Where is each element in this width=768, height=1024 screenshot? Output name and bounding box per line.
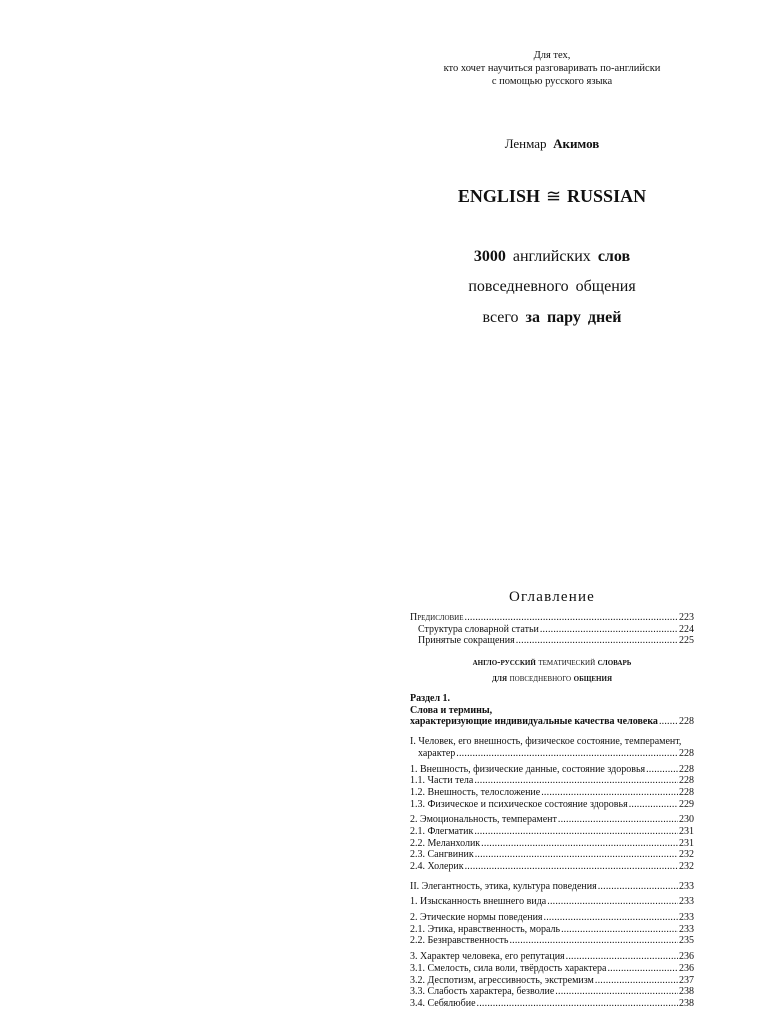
toc-entry-page: 232 [679,861,694,873]
toc-leader-dots [456,748,678,760]
toc-leader-dots [474,775,678,787]
toc-entry[interactable] [410,896,694,908]
toc-entry[interactable] [410,635,694,647]
toc-leader-dots [646,764,678,776]
toc-entry-label: 3.3. Слабость характера, безволие [410,986,555,998]
toc-entry[interactable] [410,764,694,776]
toc-entry-page: 233 [679,912,694,924]
heading-word-bold: словарь [597,657,632,669]
toc-entry[interactable] [410,951,694,963]
toc-entry[interactable] [410,912,694,924]
heading-word-bold: для [491,673,508,685]
toc-leader-dots [481,838,678,850]
toc-entry-part-2[interactable] [410,881,694,893]
toc-group [410,951,694,1009]
subtitle-word-bold: за [525,309,540,326]
part-1-title: I. Человек, его внешность, физическое состояние, темперамент, [410,736,682,748]
toc-leader-dots [465,612,678,624]
toc-entry-page: 236 [679,962,694,974]
toc-leader-dots [465,861,678,873]
subtitle-word: английских [512,248,591,265]
toc-entry-label: 3.2. Деспотизм, агрессивность, экстремизм [410,974,594,986]
toc-entry-page: 237 [679,974,694,986]
toc-entry-label: 2. Этические нормы поведения [410,912,543,924]
toc-entry-label: 3.1. Смелость, сила воли, твёрдость характера [410,962,607,974]
author [402,136,702,152]
toc-entry[interactable] [410,787,694,799]
toc-entry-label: Предисловие [410,612,464,623]
toc-entry-page: 223 [679,612,694,623]
heading-word: повседневного [509,673,572,685]
subtitle-word-bold: слов [597,248,631,265]
toc-entry-label: характер [418,747,456,759]
toc-entry[interactable] [410,826,694,838]
toc-entry-label: 2.4. Холерик [410,861,464,873]
toc-entry-page: 233 [679,896,694,908]
toc-entry-page: 229 [679,798,694,810]
section-title: Слова и термины, [410,704,493,716]
toc-entry[interactable] [410,775,694,787]
toc-entry[interactable] [410,624,694,636]
toc-group [410,912,694,947]
toc-entry-page: 231 [679,825,694,837]
toc-entry[interactable] [410,838,694,850]
toc-entry-page: 238 [679,997,694,1009]
toc-entry-label: характеризующие индивидуальные качества человека [410,716,658,728]
toc-entry-page: 230 [679,814,694,826]
toc-entry-page: 236 [679,951,694,963]
toc-entry[interactable] [410,861,694,873]
toc-entry-label: Структура словарной статьи [418,623,539,635]
subtitle-word-bold: дней [587,309,622,326]
toc-leader-dots [607,963,678,975]
toc-entry[interactable] [410,998,694,1010]
toc-entry-label: 2.1. Этика, нравственность, мораль [410,923,561,935]
title-russian: RUSSIAN [567,186,647,206]
toc-leader-dots [475,849,678,861]
toc-entry-label: II. Элегантность, этика, культура поведения [410,880,597,892]
toc-entry[interactable] [410,799,694,811]
toc-entry[interactable] [410,963,694,975]
toc-entry-section-1[interactable] [410,716,694,728]
toc-leader-dots [566,951,678,963]
word-count: 3000 [473,248,506,265]
toc-entry[interactable] [410,849,694,861]
toc-entry-part-1[interactable] [410,748,694,760]
toc-entry-label: 1.2. Внешность, телосложение [410,786,541,798]
toc-entry-preface[interactable] [410,612,694,624]
toc-entry-label: 1.3. Физическое и психическое состояние здоровья [410,798,628,810]
heading-word: тематический [538,657,596,669]
toc-entry-page: 233 [679,923,694,935]
toc-entry-page: 224 [679,623,694,635]
toc-entry[interactable] [410,924,694,936]
toc-entry-label: 1.1. Части тела [410,775,474,787]
toc-leader-dots [516,635,678,647]
toc-entry-page: 225 [679,635,694,647]
dedication-line: кто хочет научиться разговаривать по-английски [443,63,661,74]
subtitle-word-bold: пару [546,309,581,326]
toc-entry-page: 231 [679,837,694,849]
toc-leader-dots [595,975,678,987]
toc-leader-dots [540,624,678,636]
heading-word-bold: англо-русский [472,657,536,669]
subtitle-word: всего [482,309,519,326]
toc-leader-dots [544,912,678,924]
toc-entry-page: 238 [679,986,694,998]
toc-entry[interactable] [410,935,694,947]
congruence-symbol: ≅ [545,186,562,206]
title-english: ENGLISH [457,186,540,206]
toc-leader-dots [547,896,678,908]
toc-entry-label: 2.3. Сангвиник [410,849,474,861]
dedication-line: с помощью русского языка [491,76,613,87]
dictionary-heading [410,655,694,687]
toc-entry-label: Принятые сокращения [418,635,515,647]
toc-entry-page: 235 [679,935,694,947]
toc-entry-page: 228 [679,775,694,787]
heading-word-bold: общения [573,673,612,685]
toc-group [410,764,694,811]
table-of-contents [410,612,694,1010]
toc-leader-dots [629,799,678,811]
toc-leader-dots [541,787,678,799]
section-label: Раздел 1. [410,693,451,705]
toc-entry[interactable] [410,975,694,987]
dedication [402,49,702,88]
toc-entry-page: 232 [679,849,694,861]
toc-entry-page: 233 [679,880,694,892]
toc-leader-dots [509,935,678,947]
toc-group [410,814,694,872]
toc-entry-label: 2. Эмоциональность, темперамент [410,814,557,826]
toc-entry-label: 2.2. Меланхолик [410,837,481,849]
toc-leader-dots [474,826,678,838]
toc-entry-label: 3. Характер человека, его репутация [410,951,565,963]
toc-leader-dots [598,881,678,893]
toc-entry[interactable] [410,814,694,826]
toc-entry-label: 3.4. Себялюбие [410,997,476,1009]
subtitle-line-3 [402,309,702,327]
toc-leader-dots [558,814,678,826]
subtitle-line-1 [402,248,702,266]
toc-leader-dots [561,924,678,936]
author-first-name: Ленмар [504,136,547,151]
toc-title: Оглавление [508,589,596,605]
dedication-line: Для тех, [533,50,571,61]
toc-entry-label: 1. Изысканность внешнего вида [410,896,547,908]
toc-leader-dots [477,998,678,1010]
toc-leader-dots [659,716,678,728]
toc-entry[interactable] [410,986,694,998]
toc-entry-label: 2.1. Флегматик [410,825,474,837]
toc-entry-page: 228 [679,786,694,798]
toc-entry-label: 2.2. Безнравственность [410,935,509,947]
author-last-name: Акимов [553,136,600,151]
toc-group [410,896,694,908]
subtitle-line-2 [402,278,702,296]
book-title [402,186,702,207]
toc-entry-page: 228 [679,763,694,775]
subtitle-text: повседневного общения [468,278,636,295]
toc-entry-label: 1. Внешность, физические данные, состояние здоровья [410,763,646,775]
toc-entry-page: 228 [679,716,694,728]
toc-leader-dots [555,986,678,998]
toc-entry-page: 228 [679,747,694,759]
